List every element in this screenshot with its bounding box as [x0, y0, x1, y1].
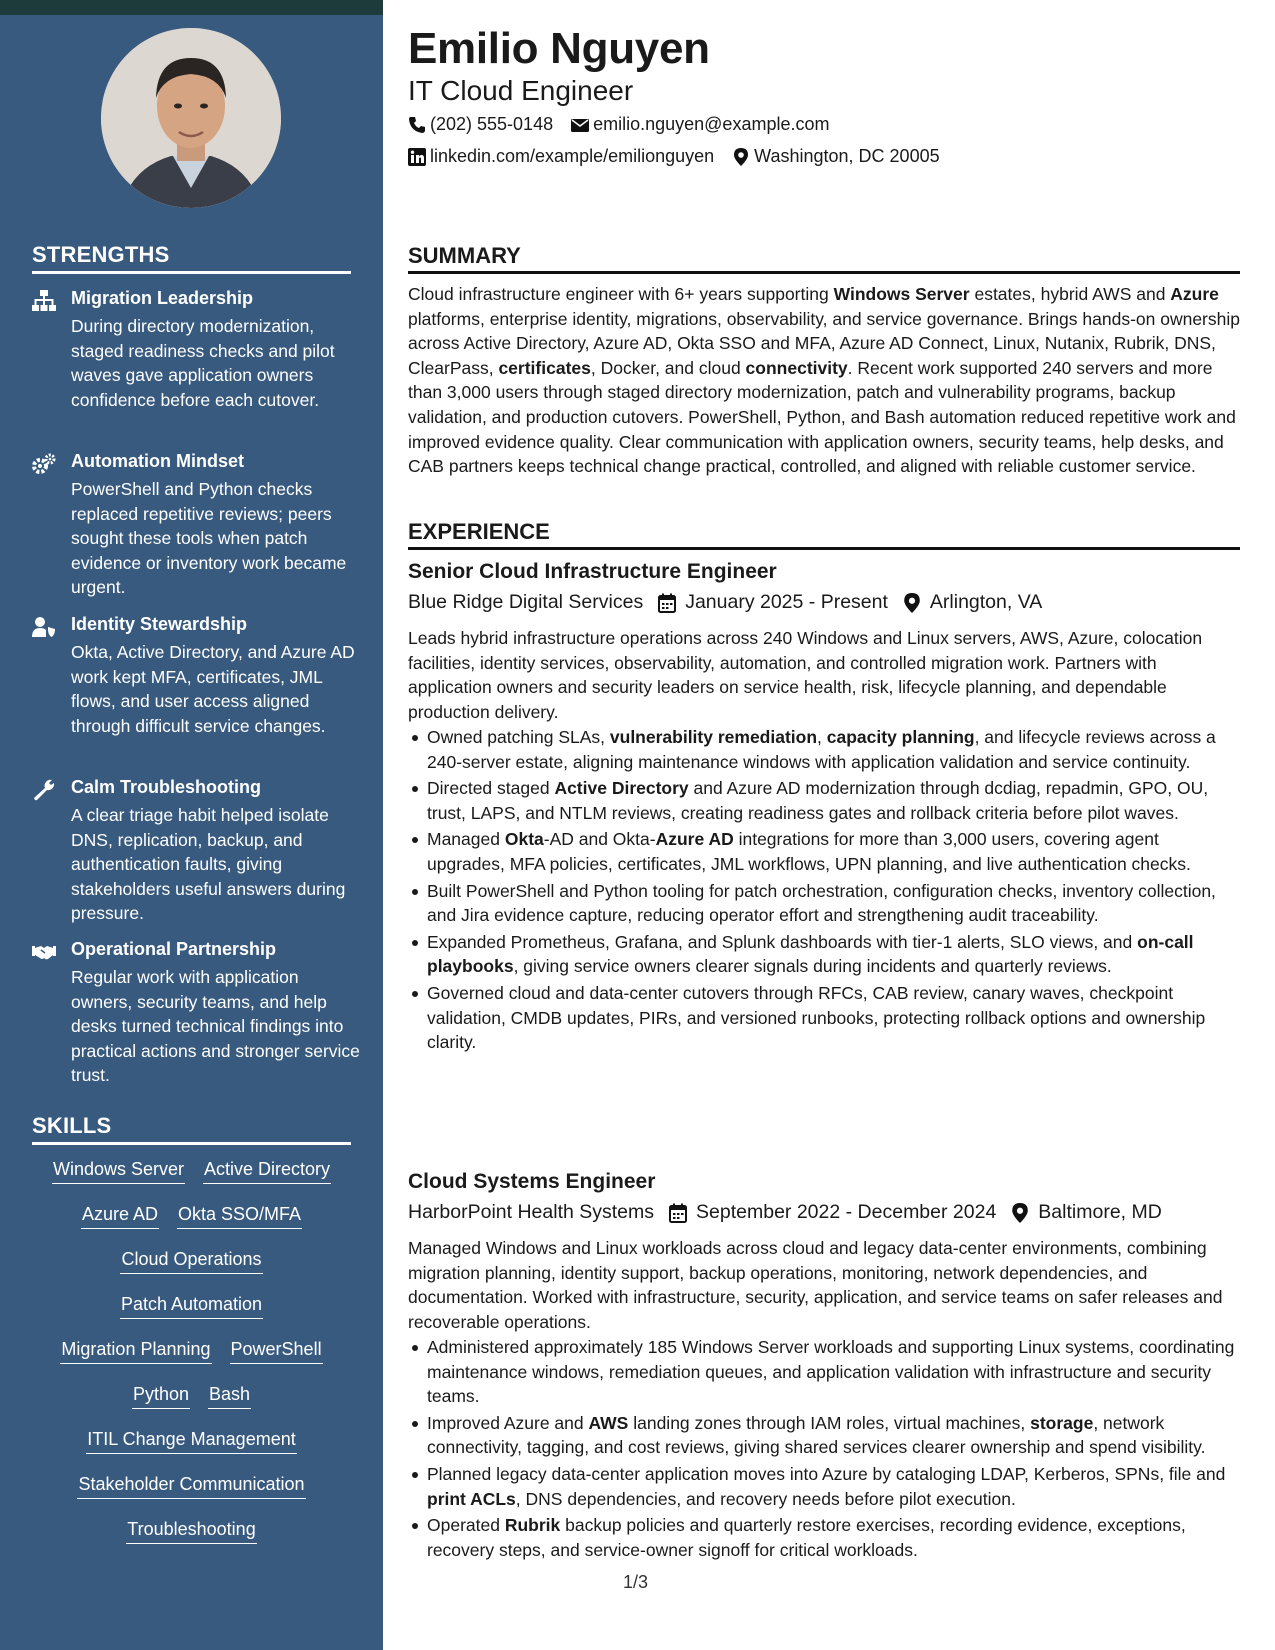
phone-icon: [408, 116, 426, 134]
job-meta: [408, 591, 1042, 614]
map-pin-icon: [732, 148, 750, 166]
skill-tag: Patch Automation: [120, 1293, 263, 1319]
job-bullets: [408, 725, 1240, 1057]
skill-tag: Troubleshooting: [126, 1518, 256, 1544]
profile-photo: [101, 28, 281, 208]
strength-text: PowerShell and Python checks replaced repetitive reviews; peers sought these tools when patch evidence or inventory work became urgent.: [71, 479, 347, 597]
skill-tag: Migration Planning: [60, 1338, 211, 1364]
skill-row: [28, 1158, 355, 1203]
skill-tag: Azure AD: [81, 1203, 159, 1229]
linkedin-icon: [408, 148, 426, 166]
user-shield-icon: [32, 616, 56, 638]
skill-row: [28, 1248, 355, 1293]
skill-tag: Cloud Operations: [120, 1248, 262, 1274]
strength-title: Identity Stewardship: [71, 614, 248, 634]
wrench-icon: [32, 779, 56, 801]
summary-heading: SUMMARY: [408, 243, 1240, 274]
strength-title: Operational Partnership: [71, 939, 277, 959]
calendar-icon: [668, 1203, 688, 1223]
phone-text: (202) 555-0148: [430, 114, 554, 134]
skill-row: [28, 1383, 355, 1428]
strength-text: Okta, Active Directory, and Azure AD work kept MFA, certificates, JML flows, and user access aligned through difficult service changes.: [71, 642, 355, 736]
page-number: 1/3: [623, 1572, 649, 1592]
job-meta: [408, 1201, 1162, 1224]
linkedin-link[interactable]: linkedin.com/example/emilionguyen: [430, 146, 715, 166]
skill-tag: PowerShell: [230, 1338, 323, 1364]
skill-tag: Windows Server: [52, 1158, 185, 1184]
bullet-item: Administered approximately 185 Windows Server workloads and supporting Linux systems, coordinating maintenance windows, remediation queues, and application validation with infrastructure and security teams.: [408, 1335, 1240, 1409]
strength-text: During directory modernization, staged readiness checks and pilot waves gave application owners confidence before each cutover.: [71, 316, 335, 410]
bullet-item: Expanded Prometheus, Grafana, and Splunk dashboards with tier-1 alerts, SLO views, and on-call playbooks, giving service owners clearer signals during incidents and quarterly reviews.: [408, 930, 1240, 979]
bullet-item: Improved Azure and AWS landing zones through IAM roles, virtual machines, storage, network connectivity, tagging, and cost reviews, giving shared services clearer ownership and spend visibility.: [408, 1411, 1240, 1460]
company-name: Blue Ridge Digital Services: [408, 591, 644, 613]
skill-tag: Bash: [208, 1383, 251, 1409]
skill-row: [28, 1203, 355, 1248]
job-title: Senior Cloud Infrastructure Engineer: [408, 560, 777, 583]
email-link[interactable]: emilio.nguyen@example.com: [593, 114, 830, 134]
experience-heading: EXPERIENCE: [408, 519, 1240, 550]
bullet-item: Operated Rubrik backup policies and quarterly restore exercises, recording evidence, exceptions, recovery steps, and service-owner signoff for critical workloads.: [408, 1513, 1240, 1562]
strength-title: Automation Mindset: [71, 451, 244, 471]
job-headline: IT Cloud Engineer: [408, 75, 634, 106]
skill-tag: Active Directory: [203, 1158, 331, 1184]
summary-text: Cloud infrastructure engineer with 6+ years supporting Windows Server estates, hybrid AWS and Azure platforms, enterprise identity, migrations, observability, and service governance. Brings hands-on ownership across Active Directory, Azure AD, Okta SSO and MFA, Azure AD Connect, Linux, Nutanix, Rubrik, DNS, ClearPass, certificates, Docker, and cloud connectivity. Recent work supported 240 servers and more than 3,000 users through staged directory modernization, patch and vulnerability programs, backup validation, and production cutovers. PowerShell, Python, and Bash automation reduced repetitive work and improved evidence quality. Clear communication with application owners, security teams, help desks, and CAB partners keeps technical change practical, controlled, and aligned with reliable customer service.: [408, 284, 1240, 477]
bullet-item: Directed staged Active Directory and Azure AD modernization through dcdiag, repadmin, GPO, OU, trust, LAPS, and NTLM reviews, creating readiness gates and rollback criteria before pilot waves.: [408, 776, 1240, 825]
strength-text: Regular work with application owners, security teams, and help desks turned technical findings into practical actions and stronger service trust.: [71, 967, 360, 1085]
job-title: Cloud Systems Engineer: [408, 1170, 656, 1193]
bullet-item: Built PowerShell and Python tooling for patch orchestration, configuration checks, inventory collection, and Jira evidence capture, reducing operator effort and strengthening audit traceability.: [408, 879, 1240, 928]
map-pin-icon: [902, 593, 922, 613]
sitemap-icon: [32, 290, 56, 312]
skill-row: [28, 1518, 355, 1563]
skill-row: [28, 1293, 355, 1338]
map-pin-icon: [1010, 1203, 1030, 1223]
sidebar: [0, 0, 383, 1650]
candidate-name: Emilio Nguyen: [408, 24, 710, 73]
bullet-item: Governed cloud and data-center cutovers through RFCs, CAB review, canary waves, checkpoint validation, CMDB updates, PIRs, and versioned runbooks, protecting rollback options and ownership clarity.: [408, 981, 1240, 1055]
skill-tag: Stakeholder Communication: [77, 1473, 305, 1499]
bullet-item: Owned patching SLAs, vulnerability remediation, capacity planning, and lifecycle reviews across a 240-server estate, aligning maintenance windows with application validation and service continuity.: [408, 725, 1240, 774]
job-dates: January 2025 - Present: [685, 591, 888, 613]
gears-icon: [32, 453, 56, 475]
job-location: Baltimore, MD: [1038, 1201, 1162, 1223]
contact-row: [408, 114, 829, 135]
job-dates: September 2022 - December 2024: [696, 1201, 997, 1223]
job-description: Leads hybrid infrastructure operations across 240 Windows and Linux servers, AWS, Azure, colocation facilities, identity services, observability, automation, and controlled migration work. Partners with application owners and security leaders on service health, risk, lifecycle planning, and dependable production delivery.: [408, 628, 1203, 722]
skills-list: [28, 1158, 355, 1563]
skill-row: [28, 1428, 355, 1473]
bullet-item: Managed Okta-AD and Okta-Azure AD integrations for more than 3,000 users, covering agent upgrades, MFA policies, certificates, JML workflows, UPN planning, and live authentication checks.: [408, 827, 1240, 876]
location-text: Washington, DC 20005: [754, 146, 940, 166]
contact-row: [408, 146, 940, 167]
job-description: Managed Windows and Linux workloads across cloud and legacy data-center environments, combining migration planning, identity support, backup operations, monitoring, network dependencies, and documentation. Worked with infrastructure, security, application, and service teams on safer releases and recoverable operations.: [408, 1238, 1223, 1332]
skill-row: [28, 1473, 355, 1518]
skill-row: [28, 1338, 355, 1383]
strengths-heading: STRENGTHS: [32, 242, 351, 274]
envelope-icon: [571, 116, 589, 134]
skills-heading: SKILLS: [32, 1113, 351, 1145]
calendar-icon: [657, 593, 677, 613]
strength-text: A clear triage habit helped isolate DNS, replication, backup, and authentication faults, giving stakeholders useful answers during pressure.: [71, 805, 346, 923]
job-location: Arlington, VA: [929, 591, 1043, 613]
strength-title: Migration Leadership: [71, 288, 254, 308]
strength-title: Calm Troubleshooting: [71, 777, 262, 797]
skill-tag: Python: [132, 1383, 190, 1409]
skill-tag: ITIL Change Management: [86, 1428, 296, 1454]
skill-tag: Okta SSO/MFA: [177, 1203, 302, 1229]
bullet-item: Planned legacy data-center application moves into Azure by cataloging LDAP, Kerberos, SPNs, file and print ACLs, DNS dependencies, and recovery needs before pilot execution.: [408, 1462, 1240, 1511]
sidebar-top-bar: [0, 0, 383, 15]
handshake-icon: [32, 941, 56, 963]
company-name: HarborPoint Health Systems: [408, 1201, 655, 1223]
job-bullets: [408, 1335, 1240, 1564]
